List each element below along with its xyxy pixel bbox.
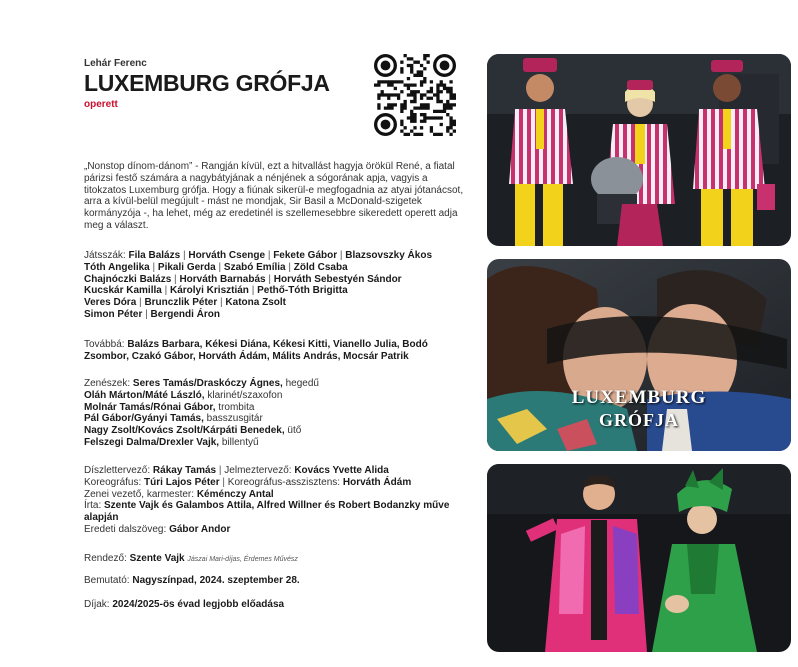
musicians-list: [84, 378, 479, 449]
awards-label: Díjak:: [84, 599, 113, 610]
show-title: LUXEMBURG GRÓFJA: [84, 70, 330, 96]
poster-title-line2: GRÓFJA: [599, 410, 679, 430]
cast-member: Tóth Angelika: [84, 261, 150, 273]
instrument: basszusgitár: [203, 413, 263, 425]
also-label: Továbbá:: [84, 339, 128, 350]
crew-line: [84, 524, 479, 536]
cast-member: Pikali Gerda: [157, 261, 216, 273]
instrument: klarinét/szaxofon: [204, 389, 283, 401]
cast-line: Simon Péter | Bergendi Áron: [84, 308, 220, 320]
cast-member: Szabó Emília: [223, 261, 286, 273]
instrument: ütő: [284, 425, 302, 437]
cast-member: Fila Balázs: [128, 250, 181, 261]
stage-photo-duo-image: [487, 464, 791, 652]
crew-name: Kovács Yvette Alida: [294, 465, 389, 476]
crew-name: Szente Vajk és Galambos Attila, Alfred Willner és Robert Bodanzky műve alapján: [84, 500, 450, 524]
musician-line: [84, 390, 479, 402]
cast-member: Zöld Csaba: [293, 261, 348, 273]
cast-line: Tóth Angelika | Pikali Gerda | Szabó Emília | Zöld Csaba: [84, 261, 348, 273]
crew-label: Díszlettervező:: [84, 465, 153, 476]
cast-member: Fekete Gábor: [273, 250, 338, 261]
cast-label: Játsszák:: [84, 250, 129, 261]
crew-line: [84, 489, 479, 501]
instrument: billentyű: [219, 436, 259, 448]
crew-name: Rákay Tamás: [152, 465, 217, 476]
crew-line: [84, 500, 479, 524]
cast-member: Brunczlik Péter: [144, 297, 218, 309]
crew-label: Írta:: [84, 500, 105, 512]
musician-names: Pál Gábor/Gyányi Tamás,: [84, 413, 204, 425]
director-line: [84, 553, 479, 566]
cast-member: Horváth Barnabás: [179, 273, 266, 285]
additional-cast: [84, 339, 449, 363]
musician-names: Nagy Zsolt/Kovács Zsolt/Kárpáti Benedek,: [84, 425, 285, 437]
director-honors: Jászai Mari-díjas, Érdemes Művész: [187, 556, 298, 563]
musician-line: [84, 425, 479, 437]
cast-line: Kucskár Kamilla | Károlyi Krisztián | Pethő-Tóth Brigitta: [84, 285, 348, 297]
crew-name: Kéménczy Antal: [196, 488, 274, 500]
musician-line: [84, 402, 479, 414]
musician-line: [84, 378, 479, 390]
cast-line: Chajnóczki Balázs | Horváth Barnabás | Horváth Sebestyén Sándor: [84, 273, 402, 285]
crew-label: Zenei vezető, karmester:: [84, 488, 197, 500]
composer-name: Lehár Ferenc: [84, 58, 147, 69]
premiere-value: Nagyszínpad, 2024. szeptember 28.: [132, 575, 300, 586]
crew-name: Gábor Andor: [169, 523, 231, 535]
cast-member: Simon Péter: [84, 308, 143, 320]
musician-names: Seres Tamás/Draskóczy Ágnes,: [132, 378, 283, 389]
crew-label: Jelmeztervező:: [224, 465, 295, 476]
musician-line: [84, 437, 479, 449]
crew-label: Koreográfus-asszisztens:: [227, 476, 343, 488]
cast-member: Chajnóczki Balázs: [84, 273, 172, 285]
stage-photo-duo: [487, 464, 791, 652]
cast-member: Blazsovszky Ákos: [345, 250, 433, 261]
musician-names: Molnár Tamás/Rónai Gábor,: [84, 401, 216, 413]
stage-photo-trio: [487, 54, 791, 246]
poster-title-line1: LUXEMBURG: [571, 387, 707, 408]
crew-label: Koreográfus:: [84, 476, 145, 488]
poster-photo: [487, 259, 791, 451]
instrument: trombita: [215, 401, 255, 413]
instrument: hegedű: [282, 378, 319, 389]
cast-line: Játsszák: Fila Balázs | Horváth Csenge | Fekete Gábor | Blazsovszky Ákos: [84, 250, 433, 261]
awards-line: [84, 599, 479, 611]
awards-value: 2024/2025-ös évad legjobb előadása: [112, 599, 285, 610]
musician-line: [84, 413, 479, 425]
cast-member: Bergendi Áron: [150, 308, 220, 320]
crew-line: Díszlettervező: Rákay Tamás | Jelmeztervező: Kovács Yvette Alida: [84, 465, 389, 476]
stage-photo-trio-image: [487, 54, 791, 246]
creative-team: [84, 465, 479, 536]
cast-member: Horváth Sebestyén Sándor: [273, 273, 402, 285]
cast-member: Pethő-Tóth Brigitta: [257, 285, 348, 297]
genre-label: operett: [84, 99, 118, 110]
cast-list: [84, 250, 479, 321]
premiere-label: Bemutató:: [84, 575, 133, 586]
cast-member: Kucskár Kamilla: [84, 285, 162, 297]
qr-code-icon: [374, 54, 456, 136]
poster-title: [487, 387, 791, 431]
also-names: Balázs Barbara, Kékesi Diána, Kékesi Kitti, Vianello Julia, Bodó Zsombor, Czakó Gábor, Horváth Ádám, Málits András, Mocsár Patrik: [84, 339, 428, 362]
director-label: Rendező:: [84, 553, 130, 564]
crew-name: Horváth Ádám: [342, 476, 412, 488]
cast-member: Katona Zsolt: [225, 297, 286, 309]
intro-paragraph: „Nonstop dínom-dánom” - Rangján kívül, ezt a hitvallást hagyja örökül René, a fiatal párizsi festő számára a nagybátyjának a nénjének a sógorának apja, vagyis a titokzatos Luxemburg grófja. Hogy a fiúnak sikerül-e megfogadnia az atyai jótanácsot, arra a kívül-belül megújult - mást ne mondjak, Sir Basil a McDonald-szigetek kormányzója -, ha lehet, még az eredetinél is szellemesebbre sikeredett operett adja meg a választ.: [84, 161, 464, 231]
cast-line: Veres Dóra | Brunczlik Péter | Katona Zsolt: [84, 297, 286, 309]
cast-member: Veres Dóra: [84, 297, 137, 309]
qr-code[interactable]: [374, 54, 456, 136]
crew-line: Koreográfus: Túri Lajos Péter | Koreográfus-asszisztens: Horváth Ádám: [84, 476, 412, 488]
director-name: Szente Vajk: [129, 553, 185, 564]
premiere-line: [84, 575, 479, 587]
crew-label: Eredeti dalszöveg:: [84, 523, 170, 535]
crew-name: Túri Lajos Péter: [144, 476, 220, 488]
cast-member: Károlyi Krisztián: [170, 285, 249, 297]
musician-names: Oláh Márton/Máté László,: [84, 389, 205, 401]
musician-names: Felszegi Dalma/Drexler Vajk,: [84, 436, 220, 448]
musicians-label: Zenészek:: [84, 378, 133, 389]
cast-member: Horváth Csenge: [188, 250, 266, 261]
